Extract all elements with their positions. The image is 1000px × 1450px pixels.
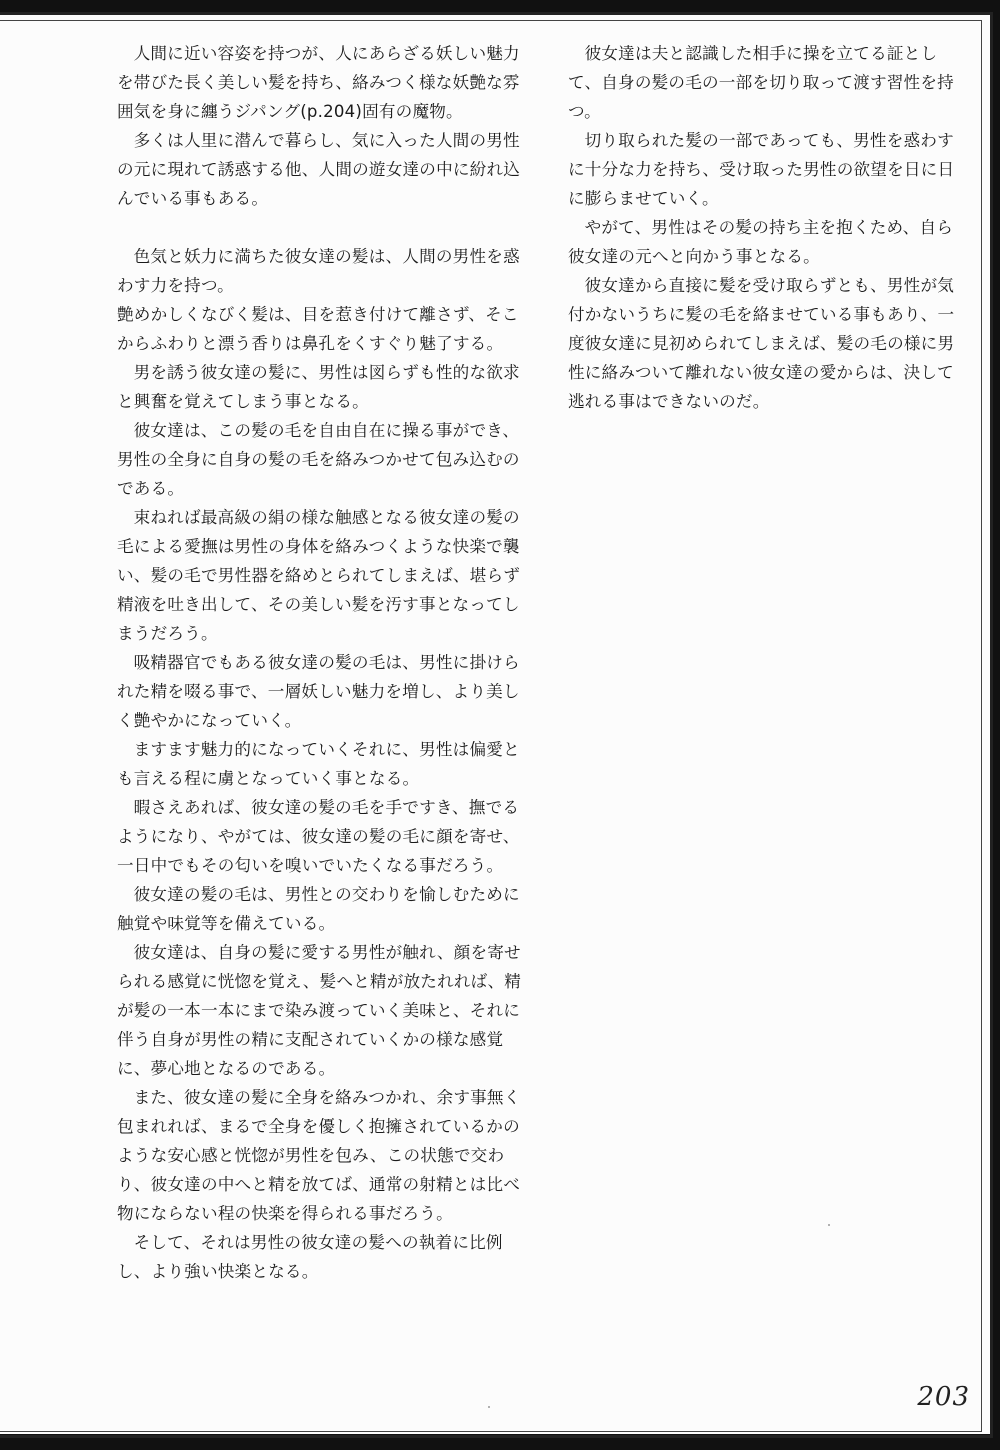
paragraph: 多くは人里に潜んで暮らし、気に入った人間の男性の元に現れて誘惑する他、人間の遊女達の中に紛れ込んでいる事もある。	[117, 131, 521, 208]
paragraph: 色気と妖力に満ちた彼女達の髪は、人間の男性を惑わす力を持つ。	[117, 247, 520, 295]
paragraph: 束ねれば最高級の絹の様な触感となる彼女達の髪の毛による愛撫は男性の身体を絡みつくような快楽で襲い、髪の毛で男性器を絡めとられてしまえば、堪らず精液を吐き出して、その美しい髪を汚す事となってしまうだろう。	[117, 508, 521, 643]
paragraph: 暇さえあれば、彼女達の髪の毛を手ですき、撫でるようになり、やがては、彼女達の髪の毛に顔を寄せ、一日中でもその匂いを嗅いでいたくなる事だろう。	[117, 798, 520, 875]
scan-speck	[488, 1406, 490, 1408]
paragraph: 彼女達は、自身の髪に愛する男性が触れ、顔を寄せられる感覚に恍惚を覚え、髪へと精が放たれれば、精が髪の一本一本にまで染み渡っていく美味と、それに伴う自身が男性の精に支配されていくかの様な感覚に、夢心地となるのである。	[117, 943, 522, 1078]
paragraph: 人間に近い容姿を持つが、人にあらざる妖しい魅力を帯びた長く美しい髪を持ち、絡みつく様な妖艶な雰囲気を身に纏うジパング(p.204)固有の魔物。	[117, 44, 520, 121]
page-number: 203	[917, 1382, 970, 1412]
paragraph: 切り取られた髪の一部であっても、男性を惑わすに十分な力を持ち、受け取った男性の欲望を日に日に膨らませていく。	[568, 131, 955, 208]
paragraph: 彼女達の髪の毛は、男性との交わりを愉しむために触覚や味覚等を備えている。	[117, 885, 520, 933]
paragraph: 吸精器官でもある彼女達の髪の毛は、男性に掛けられた精を啜る事で、一層妖しい魅力を増し、より美しく艶やかになっていく。	[117, 653, 520, 730]
scan-speck	[828, 1224, 830, 1226]
right-text-column	[568, 39, 968, 416]
paragraph: やがて、男性はその髪の持ち主を抱くため、自ら彼女達の元へと向かう事となる。	[568, 218, 954, 266]
paragraph: そして、それは男性の彼女達の髪への執着に比例し、より強い快楽となる。	[117, 1233, 503, 1281]
left-text-column	[117, 39, 522, 1286]
paragraph: また、彼女達の髪に全身を絡みつかれ、余す事無く包まれれば、まるで全身を優しく抱擁されているかのような安心感と恍惚が男性を包み、この状態で交わり、彼女達の中へと精を放てば、通常の射精とは比べ物にならない程の快楽を得られる事だろう。	[117, 1088, 521, 1223]
paragraph: 彼女達は、この髪の毛を自由自在に操る事ができ、男性の全身に自身の髪の毛を絡みつかせて包み込むのである。	[117, 421, 520, 498]
paragraph: 彼女達は夫と認識した相手に操を立てる証として、自身の髪の毛の一部を切り取って渡す習性を持つ。	[568, 44, 954, 121]
paragraph: 艶めかしくなびく髪は、目を惹き付けて離さず、そこからふわりと漂う香りは鼻孔をくすぐり魅了する。	[117, 305, 519, 353]
paragraph: 彼女達から直接に髪を受け取らずとも、男性が気付かないうちに髪の毛を絡ませている事もあり、一度彼女達に見初められてしまえば、髪の毛の様に男性に絡みついて離れない彼女達の愛からは、決して逃れる事はできないのだ。	[568, 276, 955, 411]
paragraph: 男を誘う彼女達の髪に、男性は図らずも性的な欲求と興奮を覚えてしまう事となる。	[117, 363, 520, 411]
paragraph-gap	[117, 213, 522, 242]
paragraph: ますます魅力的になっていくそれに、男性は偏愛とも言える程に虜となっていく事となる。	[117, 740, 520, 788]
